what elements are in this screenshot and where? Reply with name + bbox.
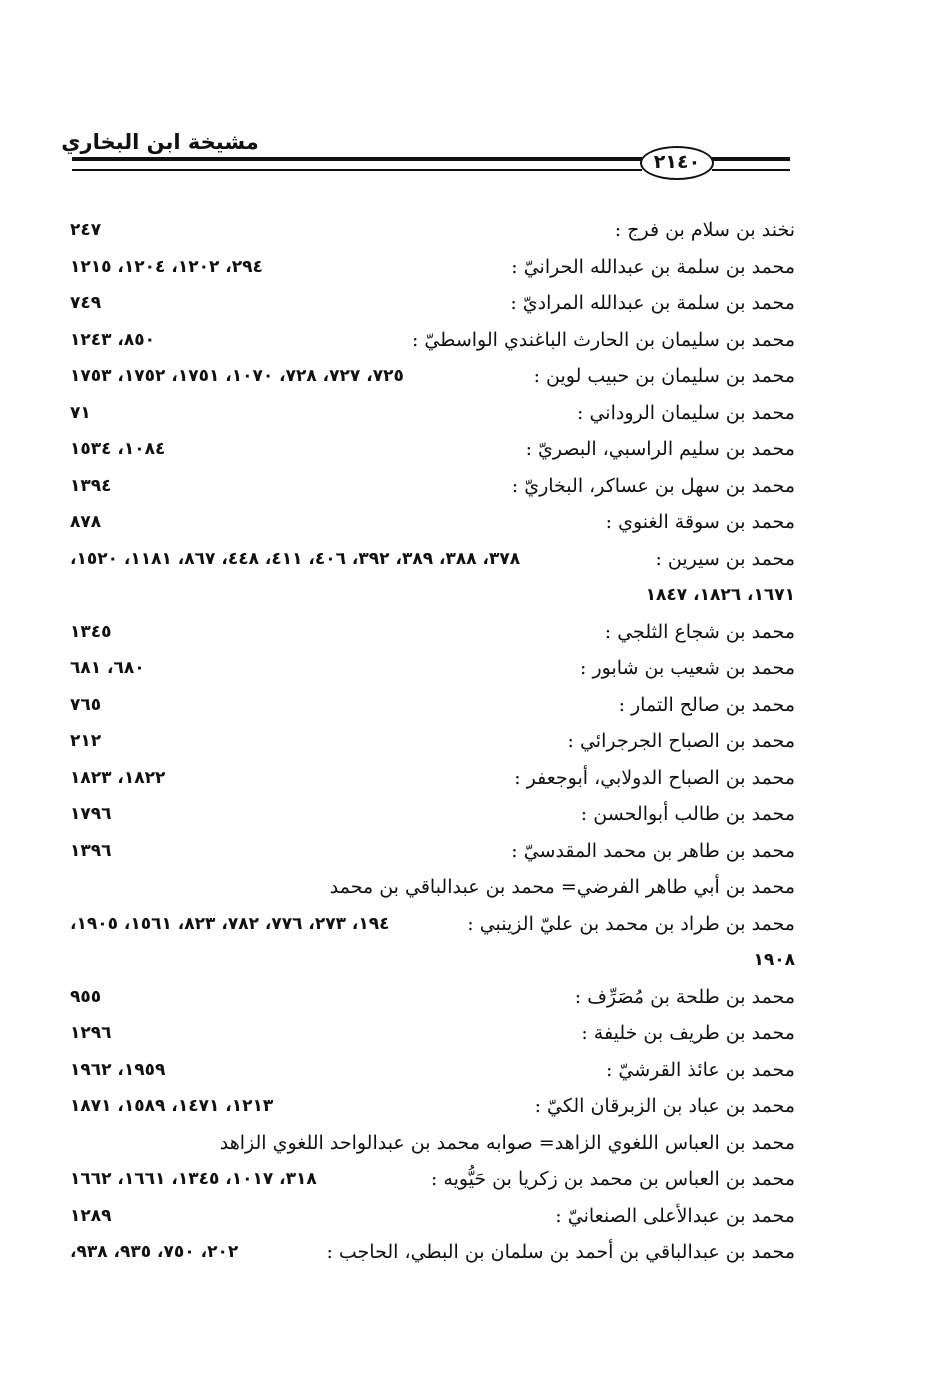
entry-pages: ١٣٩٦ [70,840,112,861]
entry-pages: ١٩٤، ٢٧٣، ٧٧٦، ٧٨٢، ٨٢٣، ١٥٦١، ١٩٠٥، [70,913,390,934]
index-entry [70,1125,795,1162]
index-entry [70,395,795,432]
index-entry [70,869,795,906]
index-entry [70,687,795,724]
entry-pages: ١٩٥٩، ١٩٦٢ [70,1059,166,1080]
entry-pages: ٢١٢ [70,731,102,751]
entry-pages: ١٣٩٤ [70,475,112,496]
entry-name: محمد بن سليمان الروداني : [577,401,795,424]
entry-pages: ٧١ [70,402,91,423]
entry-pages: ٢٠٢، ٧٥٠، ٩٣٥، ٩٣٨، [70,1242,239,1262]
entry-name: محمد بن طريف بن خليفة : [581,1022,795,1044]
entry-name: محمد بن العباس اللغوي الزاهد= صوابه محمد بن عبدالواحد اللغوي الزاهد [219,1131,795,1154]
index-entry [70,614,795,651]
entry-name: محمد بن صالح التمار : [618,693,795,716]
entry-name: محمد بن أبي طاهر الفرضي= محمد بن عبدالباقي بن محمد [329,876,795,898]
entry-name: نخند بن سلام بن فرج : [614,219,795,241]
index-entry [70,1015,795,1052]
entry-name: محمد بن سليم الراسبي، البصريّ : [525,438,795,460]
entry-pages: ١٢١٣، ١٤٧١، ١٥٨٩، ١٨٧١ [70,1096,274,1116]
page-header [0,0,948,190]
index-entry [70,906,795,943]
header-rule-thick [72,157,642,161]
entry-name: محمد بن سلمة بن عبدالله الحرانيّ : [511,255,795,278]
entry-name: محمد بن الصباح الدولابي، أبوجعفر : [514,766,795,789]
index-entry [70,760,795,797]
entry-pages: ٣١٨، ١٠١٧، ١٣٤٥، ١٦٦١، ١٦٦٢ [70,1169,317,1189]
entry-name: محمد بن شجاع الثلجي : [604,620,795,643]
index-entry [70,796,795,833]
index-entry [70,1161,795,1198]
entry-name: محمد بن طلحة بن مُصَرِّف : [574,985,795,1008]
index-entry [70,504,795,541]
running-title: مشيخة ابن البخاري [61,130,259,154]
entry-pages: ٨٧٨ [70,512,102,532]
page-number: ٢١٤٠ [640,146,714,180]
index-entry [70,431,795,468]
entry-name: محمد بن عبدالأعلى الصنعانيّ : [555,1204,795,1227]
entry-name: محمد بن عبدالباقي بن أحمد بن سلمان بن البطي، الحاجب : [326,1241,795,1263]
entry-pages: ١٨٢٢، ١٨٢٣ [70,767,166,788]
entry-pages: ١٣٤٥ [70,621,112,642]
entry-name: محمد بن عباد بن الزبرقان الكيّ : [534,1095,795,1117]
entry-name: محمد بن سهل بن عساكر، البخاريّ : [511,474,795,497]
index-entry [70,650,795,687]
entry-name: محمد بن سليمان بن الحارث الباغندي الواسطيّ : [411,328,795,351]
entry-pages: ٢٩٤، ١٢٠٢، ١٢٠٤، ١٢١٥ [70,256,263,277]
index-entry [70,979,795,1016]
index-entry [70,358,795,395]
index-entry [70,1234,795,1271]
index-entry [70,1052,795,1089]
entry-pages: ٢٤٧ [70,220,102,240]
index-entry [70,212,795,249]
index-entry [70,942,795,979]
entry-name: محمد بن طالب أبوالحسن : [580,803,795,825]
entry-name: محمد بن سيرين : [655,547,795,570]
entry-pages: ٩٥٥ [70,986,102,1007]
entry-pages: ٧٦٥ [70,694,102,715]
index-entry [70,723,795,760]
entry-name: محمد بن العباس بن محمد بن زكريا بن حَيُّويه : [430,1168,795,1190]
entry-pages: ٦٨٠، ٦٨١ [70,658,145,678]
index-entry [70,322,795,359]
entry-name: محمد بن الصباح الجرجرائي : [567,730,795,752]
header-rule-thin [72,169,642,171]
entry-name: محمد بن طراد بن محمد بن عليّ الزينبي : [467,912,795,935]
entry-name: محمد بن سوقة الغنوي : [605,511,795,533]
index-entry [70,541,795,578]
index-entry [70,833,795,870]
entry-pages: ١٢٨٩ [70,1205,112,1226]
entry-name: محمد بن شعيب بن شابور : [580,657,795,679]
index-entry [70,285,795,322]
index-entry [70,468,795,505]
entry-name: محمد بن سلمة بن عبدالله المراديّ : [510,292,795,314]
entry-pages: ١٧٩٦ [70,804,112,824]
index-entry [70,577,795,614]
entry-name: محمد بن طاهر بن محمد المقدسيّ : [511,839,795,862]
entry-pages: ١٦٧١، ١٨٢٦، ١٨٤٧ [645,585,795,605]
index-entry [70,1088,795,1125]
index-entry [70,249,795,286]
index-entry [70,1198,795,1235]
entry-pages: ٧٤٩ [70,293,102,313]
index-entries [70,212,795,1271]
header-rule-thick-right [712,157,790,161]
entry-pages: ١٢٩٦ [70,1023,112,1043]
entry-name: محمد بن سليمان بن حبيب لوين : [533,365,795,387]
entry-pages: ١٠٨٤، ١٥٣٤ [70,439,166,459]
entry-name: محمد بن عائذ القرشيّ : [605,1058,795,1081]
entry-pages: ٧٢٥، ٧٢٧، ٧٢٨، ١٠٧٠، ١٧٥١، ١٧٥٢، ١٧٥٣ [70,366,404,386]
entry-pages: ٣٧٨، ٣٨٨، ٣٨٩، ٣٩٢، ٤٠٦، ٤١١، ٤٤٨، ٨٦٧، ١١٨١، ١٥٢٠، [70,548,521,569]
entry-pages: ١٩٠٨ [753,950,795,970]
header-rule-thin-right [712,169,790,171]
entry-pages: ٨٥٠، ١٢٤٣ [70,329,156,350]
